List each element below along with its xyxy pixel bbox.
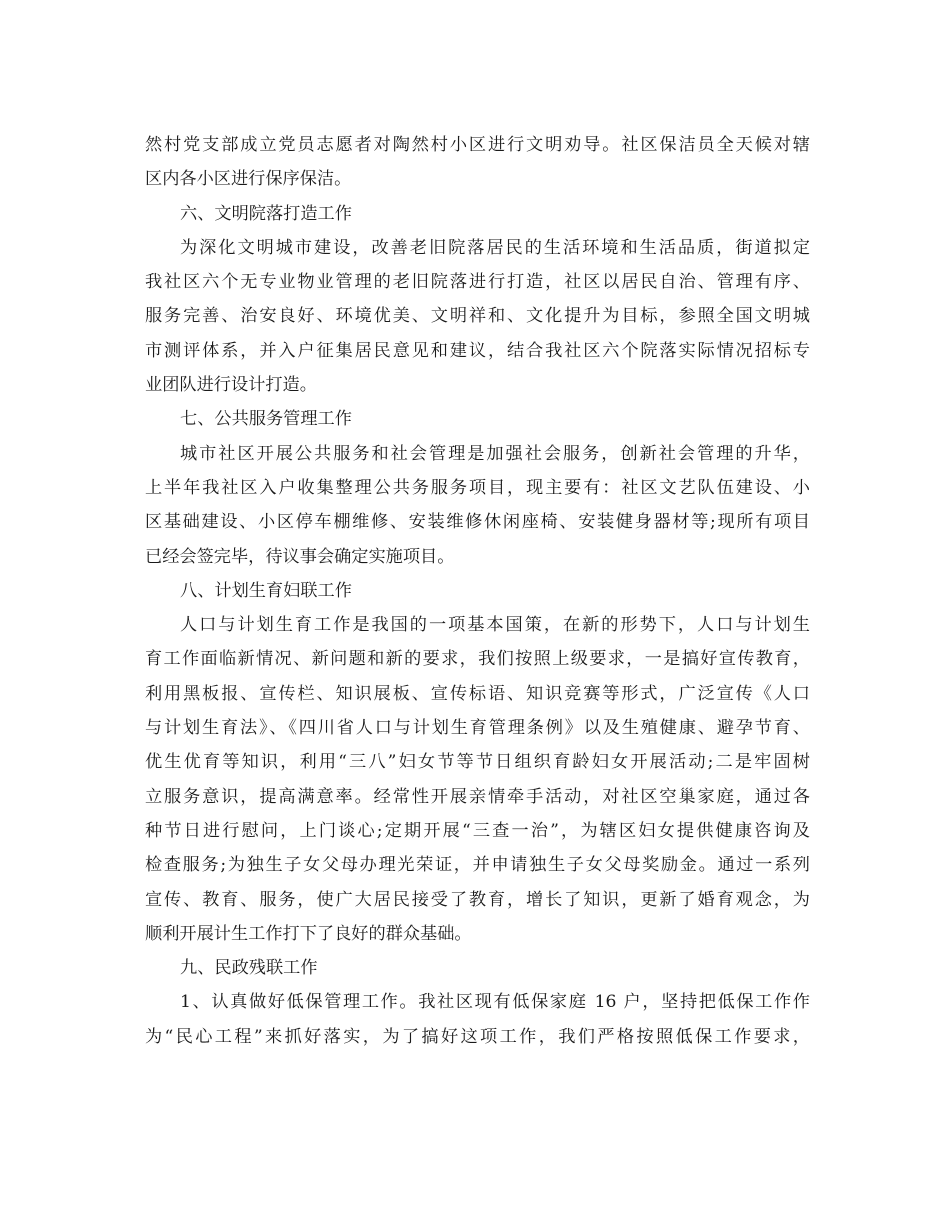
text-line: 然村党支部成立党员志愿者对陶然村小区进行文明劝导。社区保洁员全天候对辖	[145, 135, 810, 155]
text-line: 检查服务;为独生子女父母办理光荣证，并申请独生子女父母奖励金。通过一系列	[145, 855, 810, 876]
section-heading: 九、民政残联工作	[180, 958, 318, 979]
text-line: 1、认真做好低保管理工作。我社区现有低保家庭 16 户，坚持把低保工作作	[180, 992, 810, 1013]
text-line: 业团队进行设计打造。	[145, 375, 317, 396]
text-line: 城市社区开展公共服务和社会管理是加强社会服务，创新社会管理的升华，	[180, 443, 810, 464]
text-line: 区内各小区进行保序保洁。	[145, 169, 352, 190]
body-text	[145, 128, 810, 1054]
section-heading: 八、计划生育妇联工作	[180, 580, 352, 601]
section-heading: 七、公共服务管理工作	[180, 409, 352, 430]
section-heading: 六、文明院落打造工作	[180, 203, 352, 224]
text-line: 与计划生育法》、《四川省人口与计划生育管理条例》以及生殖健康、避孕节育、	[145, 718, 810, 739]
text-line: 利用黑板报、宣传栏、知识展板、宣传标语、知识竞赛等形式，广泛宣传《人口	[145, 683, 810, 704]
text-line: 为深化文明城市建设，改善老旧院落居民的生活环境和生活品质，街道拟定	[180, 237, 810, 258]
text-line: 宣传、教育、服务，使广大居民接受了教育，增长了知识，更新了婚育观念，为	[145, 889, 810, 910]
text-line: 市测评体系，并入户征集居民意见和建议，结合我社区六个院落实际情况招标专	[145, 340, 810, 361]
text-line: 服务完善、治安良好、环境优美、文明祥和、文化提升为目标，参照全国文明城	[145, 306, 810, 327]
text-line: 已经会签完毕，待议事会确定实施项目。	[145, 546, 455, 567]
text-line: 种节日进行慰问，上门谈心;定期开展“三查一治”，为辖区妇女提供健康咨询及	[145, 820, 810, 841]
text-line: 育工作面临新情况、新问题和新的要求，我们按照上级要求，一是搞好宣传教育，	[145, 649, 810, 670]
text-line: 顺利开展计生工作打下了良好的群众基础。	[145, 923, 472, 944]
text-line: 为“民心工程”来抓好落实，为了搞好这项工作，我们严格按照低保工作要求，	[145, 1026, 810, 1047]
text-line: 人口与计划生育工作是我国的一项基本国策，在新的形势下，人口与计划生	[180, 615, 810, 636]
text-line: 区基础建设、小区停车棚维修、安装维修休闲座椅、安装健身器材等;现所有项目	[145, 512, 810, 533]
text-line: 优生优育等知识，利用“三八”妇女节等节日组织育龄妇女开展活动;二是牢固树	[145, 752, 810, 773]
text-line: 上半年我社区入户收集整理公共务服务项目，现主要有：社区文艺队伍建设、小	[145, 477, 810, 498]
text-line: 我社区六个无专业物业管理的老旧院落进行打造，社区以居民自治、管理有序、	[145, 272, 810, 293]
text-line: 立服务意识，提高满意率。经常性开展亲情牵手活动，对社区空巢家庭，通过各	[145, 786, 810, 807]
